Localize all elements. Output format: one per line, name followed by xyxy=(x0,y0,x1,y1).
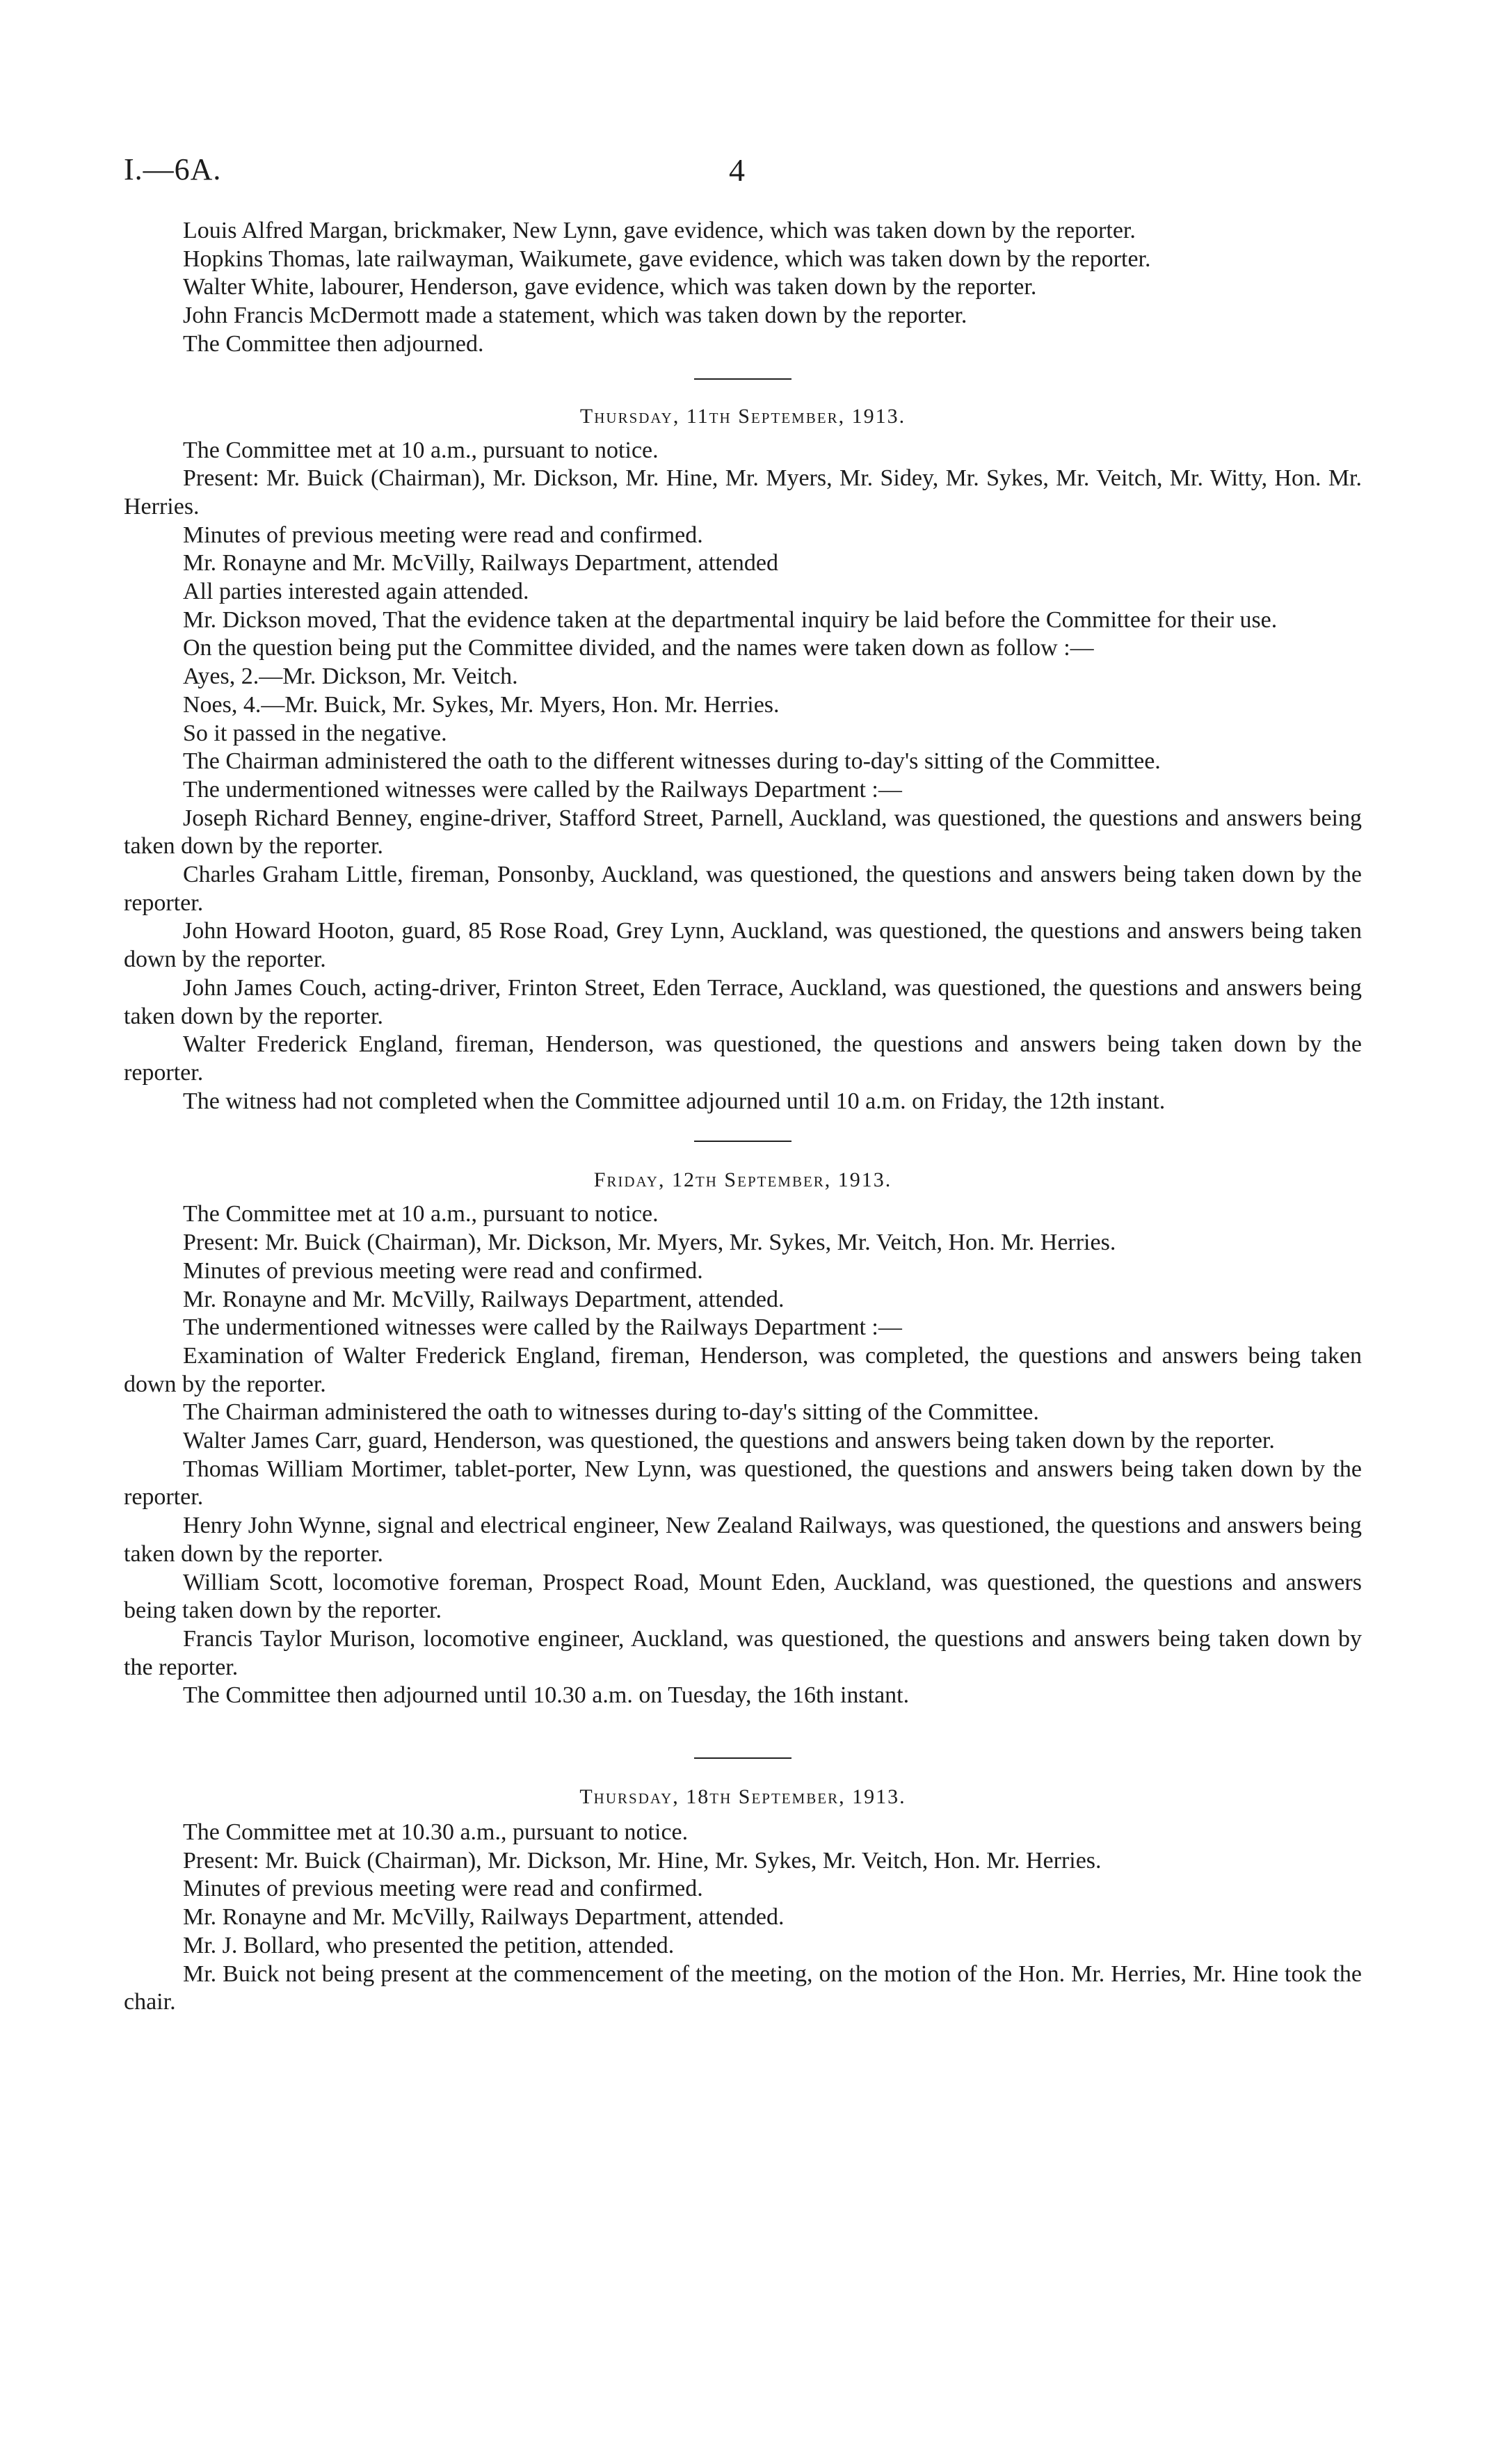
paragraph: Walter White, labourer, Henderson, gave evidence, which was taken down by the reporter. xyxy=(183,274,1037,300)
paragraph: Henry John Wynne, signal and electrical engineer, New Zealand Railways, was questioned, the questions and answers being taken down by the reporter. xyxy=(124,1513,1362,1567)
paragraph: John Francis McDermott made a statement, which was taken down by the reporter. xyxy=(183,303,967,329)
section-evidence-continued xyxy=(124,217,1362,359)
section-divider xyxy=(694,1141,791,1142)
paragraph: Present: Mr. Buick (Chairman), Mr. Dickson, Mr. Myers, Mr. Sykes, Mr. Veitch, Hon. Mr. Herries. xyxy=(183,1230,1116,1256)
paragraph: Louis Alfred Margan, brickmaker, New Lynn, gave evidence, which was taken down by the reporter. xyxy=(183,218,1136,243)
paragraph: John Howard Hooton, guard, 85 Rose Road, Grey Lynn, Auckland, was questioned, the questions and answers being taken down by the reporter. xyxy=(124,918,1362,973)
paragraph: Minutes of previous meeting were read and confirmed. xyxy=(183,1257,703,1284)
section-divider xyxy=(694,1757,791,1759)
vote-ayes: Ayes, 2.—Mr. Dickson, Mr. Veitch. xyxy=(183,663,518,690)
paragraph: The Committee then adjourned until 10.30 a.m. on Tuesday, the 16th instant. xyxy=(183,1682,910,1709)
paragraph: Thomas William Mortimer, tablet-porter, New Lynn, was questioned, the questions and answers being taken down by the reporter. xyxy=(124,1456,1362,1511)
paragraph: William Scott, locomotive foreman, Prospect Road, Mount Eden, Auckland, was questioned, the questions and answers being taken down by the reporter. xyxy=(124,1569,1362,1624)
paragraph: The undermentioned witnesses were called by the Railways Department :— xyxy=(183,1314,902,1341)
section-friday-12th xyxy=(124,1168,1362,1710)
paragraph: The Committee then adjourned. xyxy=(183,330,484,357)
date-heading: Thursday, 18th September, 1913. xyxy=(579,1785,906,1809)
vote-noes: Noes, 4.—Mr. Buick, Mr. Sykes, Mr. Myers, Hon. Mr. Herries. xyxy=(183,691,780,718)
paragraph: The Committee met at 10.30 a.m., pursuant to notice. xyxy=(183,1819,689,1846)
paragraph: The Committee met at 10 a.m., pursuant to notice. xyxy=(183,437,659,463)
paragraph: Present: Mr. Buick (Chairman), Mr. Dickson, Mr. Hine, Mr. Myers, Mr. Sidey, Mr. Sykes, Mr. Veitch, Mr. Witty, Hon. Mr. Herries. xyxy=(124,465,1362,520)
paragraph: Walter Frederick England, fireman, Henderson, was questioned, the questions and answers being taken down by the reporter. xyxy=(124,1031,1362,1086)
paragraph: The witness had not completed when the Committee adjourned until 10 a.m. on Friday, the 12th instant. xyxy=(183,1088,1166,1114)
paragraph: Charles Graham Little, fireman, Ponsonby, Auckland, was questioned, the questions and answers being taken down by the reporter. xyxy=(124,862,1362,916)
paragraph: The Chairman administered the oath to the different witnesses during to-day's sitting of the Committee. xyxy=(183,748,1161,775)
section-thursday-18th xyxy=(124,1785,1362,2017)
paragraph: So it passed in the negative. xyxy=(183,720,447,746)
document-reference: I.—6A. xyxy=(124,152,222,186)
section-divider xyxy=(694,378,791,380)
paragraph: Minutes of previous meeting were read and confirmed. xyxy=(183,1876,703,1902)
paragraph: The Chairman administered the oath to witnesses during to-day's sitting of the Committee. xyxy=(183,1399,1039,1426)
paragraph: On the question being put the Committee divided, and the names were taken down as follow :— xyxy=(183,635,1094,661)
paragraph: Minutes of previous meeting were read and confirmed. xyxy=(183,522,703,548)
paragraph: Walter James Carr, guard, Henderson, was questioned, the questions and answers being taken down by the reporter. xyxy=(183,1428,1275,1454)
minutes-body xyxy=(124,217,1362,2017)
paragraph: Examination of Walter Frederick England, fireman, Henderson, was completed, the questions and answers being taken down by the reporter. xyxy=(124,1342,1362,1397)
page-number: 4 xyxy=(729,152,745,188)
date-heading: Friday, 12th September, 1913. xyxy=(593,1168,892,1192)
paragraph: Mr. Buick not being present at the commencement of the meeting, on the motion of the Hon. Mr. Herries, Mr. Hine took the chair. xyxy=(124,1960,1362,2015)
paragraph: Mr. J. Bollard, who presented the petition, attended. xyxy=(183,1932,675,1958)
paragraph: The undermentioned witnesses were called by the Railways Department :— xyxy=(183,776,902,803)
paragraph: Present: Mr. Buick (Chairman), Mr. Dickson, Mr. Hine, Mr. Sykes, Mr. Veitch, Hon. Mr. Herries. xyxy=(183,1847,1102,1874)
section-thursday-11th xyxy=(124,405,1362,1116)
page-header xyxy=(124,152,1362,193)
paragraph: Mr. Ronayne and Mr. McVilly, Railways Department, attended. xyxy=(183,1286,785,1312)
paragraph: Francis Taylor Murison, locomotive engineer, Auckland, was questioned, the questions and answers being taken down by the reporter. xyxy=(124,1625,1362,1680)
paragraph: The Committee met at 10 a.m., pursuant to notice. xyxy=(183,1201,659,1227)
paragraph: Joseph Richard Benney, engine-driver, Stafford Street, Parnell, Auckland, was questioned, the questions and answers being taken down by the reporter. xyxy=(124,805,1362,860)
date-heading: Thursday, 11th September, 1913. xyxy=(579,404,906,428)
paragraph: Mr. Ronayne and Mr. McVilly, Railways Department, attended xyxy=(183,550,778,577)
paragraph: Mr. Ronayne and Mr. McVilly, Railways Department, attended. xyxy=(183,1904,785,1931)
paragraph: Hopkins Thomas, late railwayman, Waikumete, gave evidence, which was taken down by the reporter. xyxy=(183,245,1151,272)
paragraph: John James Couch, acting-driver, Frinton Street, Eden Terrace, Auckland, was questioned, the questions and answers being taken down by the reporter. xyxy=(124,974,1362,1029)
paragraph: Mr. Dickson moved, That the evidence taken at the departmental inquiry be laid before the Committee for their use. xyxy=(183,606,1278,633)
paragraph: All parties interested again attended. xyxy=(183,579,529,605)
